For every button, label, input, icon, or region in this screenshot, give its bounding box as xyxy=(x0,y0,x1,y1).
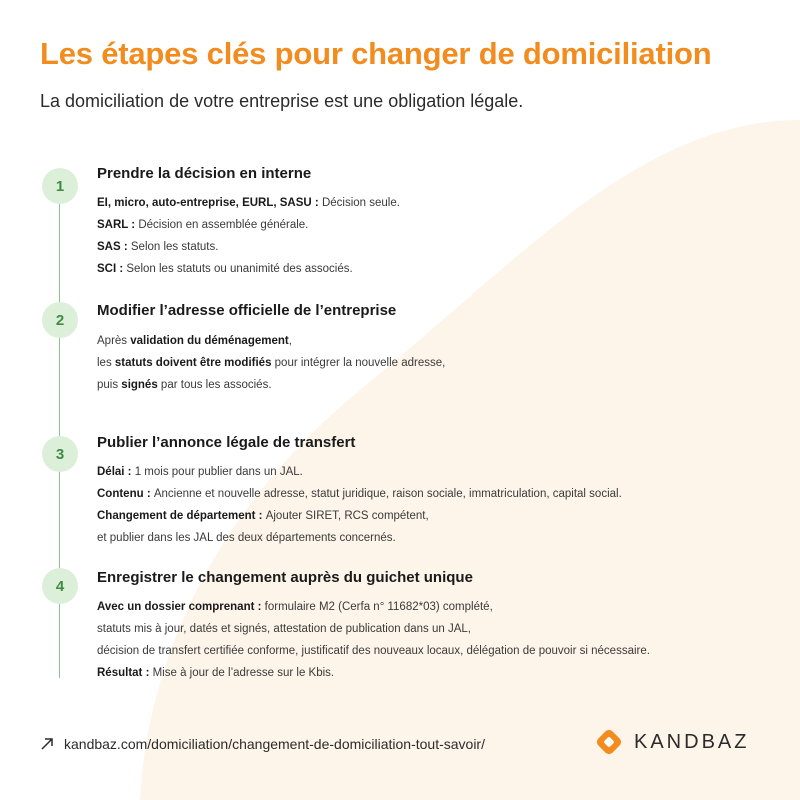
step-line xyxy=(97,214,400,236)
step-line-label: SCI : xyxy=(97,263,127,275)
step-line-label: Contenu : xyxy=(97,488,154,500)
step-line-label: statuts doivent être modifiés xyxy=(114,357,272,369)
step-title: Prendre la décision en interne xyxy=(97,165,312,182)
step-line-text: Selon les statuts. xyxy=(130,241,219,253)
step-line-label: SAS : xyxy=(97,241,131,253)
step-line xyxy=(97,330,445,352)
step-body xyxy=(97,192,400,280)
step-line xyxy=(97,618,650,640)
step-line xyxy=(97,596,650,618)
step-line-text: Selon les statuts ou unanimité des associés. xyxy=(126,263,353,275)
article-link[interactable] xyxy=(40,736,485,752)
step-line xyxy=(97,662,650,684)
step-line-label: Avec un dossier comprenant : xyxy=(97,601,265,613)
step-line-text: , xyxy=(288,335,292,347)
step-line-label: Changement de département : xyxy=(97,510,266,522)
step-line-label: signés xyxy=(121,379,158,391)
step-line-text: Ajouter SIRET, RCS compétent, xyxy=(265,510,429,522)
step-line-text: par tous les associés. xyxy=(157,379,272,391)
step-line-text: et publier dans les JAL des deux départements concernés. xyxy=(97,532,396,544)
step-line-label: Délai : xyxy=(97,466,135,478)
step-line xyxy=(97,258,400,280)
step-line-label: SARL : xyxy=(97,219,139,231)
step-line-text: statuts mis à jour, datés et signés, attestation de publication dans un JAL, xyxy=(97,623,471,635)
step-line-text: pour intégrer la nouvelle adresse, xyxy=(271,357,446,369)
brand-logo xyxy=(594,727,749,757)
step-number-badge: 2 xyxy=(42,302,78,338)
step-line-text: 1 mois pour publier dans un JAL. xyxy=(134,466,303,478)
step-line xyxy=(97,192,400,214)
page-subtitle: La domiciliation de votre entreprise est une obligation légale. xyxy=(40,91,524,111)
step-line-text: Après xyxy=(97,335,131,347)
step-line-text: les xyxy=(97,357,115,369)
step-line-label: Résultat : xyxy=(97,667,153,679)
step-title: Enregistrer le changement auprès du guichet unique xyxy=(97,569,473,586)
step-line-text: Ancienne et nouvelle adresse, statut juridique, raison sociale, immatriculation, capital social. xyxy=(153,488,622,500)
arrow-up-right-icon xyxy=(40,737,54,751)
step-line xyxy=(97,461,622,483)
brand-name: KANDBAZ xyxy=(634,730,750,753)
step-line-text: Décision seule. xyxy=(321,197,400,209)
step-number-badge: 4 xyxy=(42,568,78,604)
step-line-text: Décision en assemblée générale. xyxy=(138,219,309,231)
step-body xyxy=(97,330,445,396)
step-line xyxy=(97,483,622,505)
step-line xyxy=(97,527,622,549)
step-line xyxy=(97,374,445,396)
step-body xyxy=(97,596,650,684)
step-body xyxy=(97,461,622,549)
page-title: Les étapes clés pour changer de domiciliation xyxy=(40,36,712,71)
kandbaz-logo-icon xyxy=(594,727,624,757)
step-line xyxy=(97,352,445,374)
step-line xyxy=(97,236,400,258)
step-line-text: formulaire M2 (Cerfa n° 11682*03) complété, xyxy=(264,601,493,613)
step-title: Modifier l’adresse officielle de l’entreprise xyxy=(97,302,397,319)
step-number-badge: 1 xyxy=(42,168,78,204)
step-line-text: puis xyxy=(97,379,122,391)
step-line xyxy=(97,640,650,662)
article-link-text[interactable]: kandbaz.com/domiciliation/changement-de-domiciliation-tout-savoir/ xyxy=(64,736,485,752)
step-line xyxy=(97,505,622,527)
step-line-label: EI, micro, auto-entreprise, EURL, SASU : xyxy=(97,197,322,209)
step-title: Publier l’annonce légale de transfert xyxy=(97,434,356,451)
step-line-text: décision de transfert certifiée conforme, justificatif des nouveaux locaux, délégation de pouvoir si nécessaire. xyxy=(97,645,650,657)
step-line-text: Mise à jour de l’adresse sur le Kbis. xyxy=(152,667,335,679)
step-line-label: validation du déménagement xyxy=(130,335,289,347)
step-number-badge: 3 xyxy=(42,436,78,472)
